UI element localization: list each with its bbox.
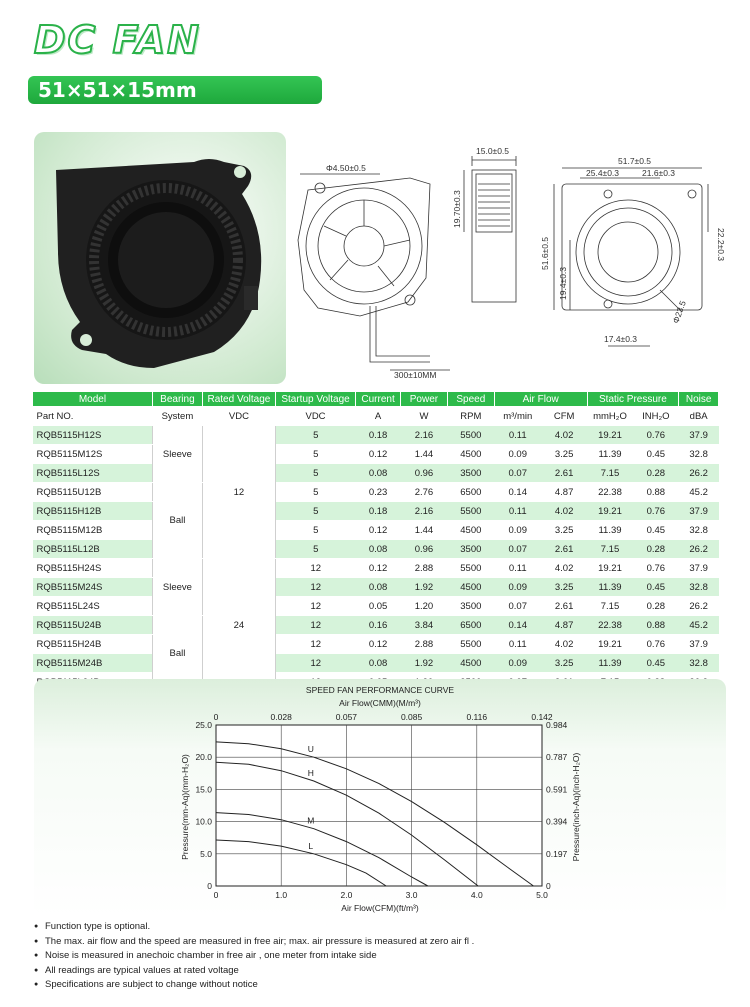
x-tick-label: 3.0 — [405, 890, 418, 900]
unit-part-no: Part NO. — [33, 407, 153, 426]
unit-m3-min: m³/min — [494, 407, 541, 426]
header-model: Model — [33, 392, 153, 407]
startup-voltage-cell: 5 — [275, 521, 355, 540]
header-noise: Noise — [679, 392, 719, 407]
pressure-in-cell: 0.45 — [633, 578, 679, 597]
current-cell: 0.08 — [356, 578, 401, 597]
pressure-mm-cell: 19.21 — [587, 635, 633, 654]
y2-tick-label: 0.197 — [546, 848, 568, 859]
pressure-mm-cell: 7.15 — [587, 597, 633, 616]
dim-width-label: 51.7±0.5 — [618, 156, 652, 166]
current-cell: 0.08 — [356, 540, 401, 559]
airflow-m3-cell: 0.09 — [494, 578, 541, 597]
current-cell: 0.08 — [356, 654, 401, 673]
chart-title: SPEED FAN PERFORMANCE CURVE — [305, 685, 455, 695]
power-cell: 1.92 — [400, 578, 447, 597]
airflow-m3-cell: 0.09 — [494, 654, 541, 673]
part-number-cell: RQB5115U12B — [33, 483, 153, 502]
unit-amps: A — [356, 407, 401, 426]
series-label-h: H — [307, 768, 314, 779]
airflow-cfm-cell: 3.25 — [541, 521, 587, 540]
top-tick-label: 0.116 — [466, 712, 488, 722]
speed-cell: 4500 — [447, 445, 494, 464]
pressure-in-cell: 0.28 — [633, 540, 679, 559]
power-cell: 2.88 — [400, 559, 447, 578]
spec-table — [32, 391, 719, 692]
top-tick-label: 0.142 — [531, 712, 553, 722]
noise-cell: 32.8 — [679, 445, 719, 464]
airflow-m3-cell: 0.11 — [494, 502, 541, 521]
startup-voltage-cell: 12 — [275, 635, 355, 654]
pressure-in-cell: 0.28 — [633, 464, 679, 483]
y2-tick-label: 0.591 — [546, 784, 568, 795]
speed-cell: 5500 — [447, 426, 494, 445]
table-row — [33, 426, 719, 445]
startup-voltage-cell: 5 — [275, 426, 355, 445]
part-number-cell: RQB5115H24S — [33, 559, 153, 578]
bearing-cell: Ball — [152, 483, 202, 559]
table-row — [33, 464, 719, 483]
pressure-mm-cell: 11.39 — [587, 445, 633, 464]
power-cell: 2.76 — [400, 483, 447, 502]
top-tick-label: 0.028 — [270, 712, 292, 722]
part-number-cell: RQB5115M24S — [33, 578, 153, 597]
note-item: ● Function type is optional. — [34, 920, 734, 935]
noise-cell: 32.8 — [679, 654, 719, 673]
top-tick-label: 0 — [213, 712, 219, 722]
part-number-cell: RQB5115H12S — [33, 426, 153, 445]
speed-cell: 6500 — [447, 483, 494, 502]
bearing-cell: Sleeve — [152, 426, 202, 483]
dim-hole-label: Φ4.50±0.5 — [326, 163, 366, 173]
performance-chart — [34, 679, 726, 917]
dim-cable-label: 300±10MM — [394, 370, 437, 380]
speed-cell: 6500 — [447, 616, 494, 635]
current-cell: 0.18 — [356, 426, 401, 445]
pressure-in-cell: 0.76 — [633, 635, 679, 654]
noise-cell: 45.2 — [679, 483, 719, 502]
startup-voltage-cell: 12 — [275, 578, 355, 597]
airflow-m3-cell: 0.07 — [494, 464, 541, 483]
pressure-in-cell: 0.88 — [633, 483, 679, 502]
current-cell: 0.12 — [356, 445, 401, 464]
noise-cell: 37.9 — [679, 426, 719, 445]
noise-cell: 37.9 — [679, 502, 719, 521]
dim-height-label: 51.6±0.5 — [540, 236, 550, 270]
rated-voltage-cell: 12 — [202, 426, 275, 559]
top-tick-label: 0.085 — [400, 712, 423, 722]
power-cell: 0.96 — [400, 464, 447, 483]
dim-d-label: 19.4±0.3 — [558, 266, 568, 300]
table-row — [33, 445, 719, 464]
startup-voltage-cell: 5 — [275, 464, 355, 483]
pressure-mm-cell: 19.21 — [587, 559, 633, 578]
pressure-mm-cell: 19.21 — [587, 502, 633, 521]
table-row — [33, 483, 719, 502]
header-startup-voltage: Startup Voltage — [275, 392, 355, 407]
note-item: ● Specifications are subject to change without notice — [34, 978, 734, 993]
table-row — [33, 559, 719, 578]
header-current: Current — [356, 392, 401, 407]
top-tick-label: 0.057 — [335, 712, 358, 722]
notes-list — [34, 920, 734, 993]
pressure-in-cell: 0.45 — [633, 654, 679, 673]
table-row — [33, 521, 719, 540]
x-tick-label: 4.0 — [470, 890, 483, 900]
x-tick-label: 0 — [213, 890, 219, 900]
noise-cell: 37.9 — [679, 635, 719, 654]
y-tick-label: 10.0 — [195, 816, 212, 827]
table-row — [33, 635, 719, 654]
airflow-m3-cell: 0.09 — [494, 445, 541, 464]
startup-voltage-cell: 12 — [275, 597, 355, 616]
product-photo — [34, 132, 286, 384]
pressure-mm-cell: 19.21 — [587, 426, 633, 445]
unit-watts: W — [400, 407, 447, 426]
dim-c-label: 22.2±0.3 — [716, 228, 726, 262]
size-banner: 51×51×15mm — [28, 76, 322, 104]
y-tick-label: 20.0 — [195, 752, 212, 763]
startup-voltage-cell: 5 — [275, 483, 355, 502]
y2-tick-label: 0.984 — [546, 720, 568, 730]
startup-voltage-cell: 12 — [275, 559, 355, 578]
airflow-cfm-cell: 3.25 — [541, 445, 587, 464]
header-speed: Speed — [447, 392, 494, 407]
power-cell: 1.20 — [400, 597, 447, 616]
part-number-cell: RQB5115M12B — [33, 521, 153, 540]
startup-voltage-cell: 5 — [275, 502, 355, 521]
chart-y2-axis-label: Pressure(inch-Aq)(inch-H₂O) — [571, 752, 581, 862]
startup-voltage-cell: 5 — [275, 540, 355, 559]
noise-cell: 32.8 — [679, 521, 719, 540]
pressure-in-cell: 0.76 — [633, 502, 679, 521]
startup-voltage-cell: 12 — [275, 616, 355, 635]
pressure-mm-cell: 7.15 — [587, 464, 633, 483]
speed-cell: 5500 — [447, 559, 494, 578]
speed-cell: 5500 — [447, 502, 494, 521]
plot-area — [216, 725, 542, 886]
dim-thickness-label: 15.0±0.5 — [476, 146, 510, 156]
part-number-cell: RQB5115L12S — [33, 464, 153, 483]
unit-mmh2o: mmH₂O — [587, 407, 633, 426]
airflow-cfm-cell: 4.02 — [541, 635, 587, 654]
current-cell: 0.18 — [356, 502, 401, 521]
speed-cell: 4500 — [447, 578, 494, 597]
header-bearing: Bearing — [152, 392, 202, 407]
series-label-u: U — [307, 744, 314, 755]
dim-e-label: 17.4±0.3 — [604, 334, 638, 344]
airflow-m3-cell: 0.11 — [494, 559, 541, 578]
table-row — [33, 578, 719, 597]
dim-b-label: 21.6±0.3 — [642, 168, 676, 178]
part-number-cell: RQB5115M12S — [33, 445, 153, 464]
bearing-cell: Ball — [152, 616, 202, 692]
note-item: ● Noise is measured in anechoic chamber in free air , one meter from intake side — [34, 949, 734, 964]
power-cell: 1.44 — [400, 521, 447, 540]
part-number-cell: RQB5115H12B — [33, 502, 153, 521]
y-tick-label: 5.0 — [200, 848, 212, 859]
unit-cfm: CFM — [541, 407, 587, 426]
airflow-m3-cell: 0.07 — [494, 540, 541, 559]
speed-cell: 3500 — [447, 540, 494, 559]
noise-cell: 26.2 — [679, 464, 719, 483]
current-cell: 0.16 — [356, 616, 401, 635]
part-number-cell: RQB5115M24B — [33, 654, 153, 673]
airflow-cfm-cell: 4.87 — [541, 616, 587, 635]
speed-cell: 4500 — [447, 521, 494, 540]
bearing-cell: Sleeve — [152, 559, 202, 616]
table-row — [33, 597, 719, 616]
airflow-cfm-cell: 3.25 — [541, 578, 587, 597]
rated-voltage-cell: 24 — [202, 559, 275, 692]
startup-voltage-cell: 5 — [275, 445, 355, 464]
pressure-mm-cell: 11.39 — [587, 521, 633, 540]
x-tick-label: 5.0 — [536, 890, 548, 900]
x-tick-label: 2.0 — [340, 890, 353, 900]
speed-cell: 4500 — [447, 654, 494, 673]
header-rated-voltage: Rated Voltage — [202, 392, 275, 407]
performance-chart-panel — [34, 679, 726, 917]
unit-dba: dBA — [679, 407, 719, 426]
unit-startup-vdc: VDC — [275, 407, 355, 426]
power-cell: 3.84 — [400, 616, 447, 635]
speed-cell: 3500 — [447, 597, 494, 616]
chart-top-axis-label: Air Flow(CMM)(M/m³) — [339, 698, 421, 708]
pressure-mm-cell: 11.39 — [587, 654, 633, 673]
pressure-in-cell: 0.76 — [633, 559, 679, 578]
dim-diameter-label: Φ23.5 — [670, 299, 688, 325]
airflow-cfm-cell: 4.87 — [541, 483, 587, 502]
unit-inh2o: INH₂O — [633, 407, 679, 426]
note-item: ● All readings are typical values at rated voltage — [34, 964, 734, 979]
pressure-in-cell: 0.45 — [633, 521, 679, 540]
pressure-mm-cell: 7.15 — [587, 540, 633, 559]
current-cell: 0.23 — [356, 483, 401, 502]
noise-cell: 45.2 — [679, 616, 719, 635]
part-number-cell: RQB5115L12B — [33, 540, 153, 559]
power-cell: 1.44 — [400, 445, 447, 464]
y2-tick-label: 0 — [546, 881, 551, 891]
dimension-drawing — [290, 140, 740, 380]
table-row — [33, 502, 719, 521]
part-number-cell: RQB5115L24S — [33, 597, 153, 616]
airflow-cfm-cell: 2.61 — [541, 540, 587, 559]
x-tick-label: 1.0 — [275, 890, 288, 900]
pressure-in-cell: 0.88 — [633, 616, 679, 635]
brand-title: DC FAN — [34, 18, 201, 62]
chart-x-axis-label: Air Flow(CFM)(ft/m³) — [341, 903, 419, 913]
power-cell: 1.92 — [400, 654, 447, 673]
noise-cell: 37.9 — [679, 559, 719, 578]
header-power: Power — [400, 392, 447, 407]
series-label-m: M — [307, 815, 315, 826]
power-cell: 2.16 — [400, 426, 447, 445]
note-item: ● The max. air flow and the speed are measured in free air; max. air pressure is measured at zero air fl . — [34, 935, 734, 950]
current-cell: 0.12 — [356, 559, 401, 578]
airflow-m3-cell: 0.14 — [494, 483, 541, 502]
noise-cell: 26.2 — [679, 597, 719, 616]
airflow-cfm-cell: 3.25 — [541, 654, 587, 673]
startup-voltage-cell: 12 — [275, 654, 355, 673]
dim-a-label: 25.4±0.3 — [586, 168, 620, 178]
y2-tick-label: 0.787 — [546, 752, 568, 763]
power-cell: 2.88 — [400, 635, 447, 654]
y-tick-label: 25.0 — [195, 720, 212, 730]
airflow-cfm-cell: 4.02 — [541, 426, 587, 445]
current-cell: 0.08 — [356, 464, 401, 483]
pressure-mm-cell: 22.38 — [587, 616, 633, 635]
table-row — [33, 616, 719, 635]
pressure-in-cell: 0.28 — [633, 597, 679, 616]
power-cell: 0.96 — [400, 540, 447, 559]
y2-tick-label: 0.394 — [546, 816, 568, 827]
airflow-m3-cell: 0.11 — [494, 426, 541, 445]
airflow-m3-cell: 0.11 — [494, 635, 541, 654]
airflow-m3-cell: 0.14 — [494, 616, 541, 635]
current-cell: 0.05 — [356, 597, 401, 616]
airflow-cfm-cell: 2.61 — [541, 597, 587, 616]
part-number-cell: RQB5115H24B — [33, 635, 153, 654]
power-cell: 2.16 — [400, 502, 447, 521]
speed-cell: 5500 — [447, 635, 494, 654]
header-static-pressure: Static Pressure — [587, 392, 679, 407]
current-cell: 0.12 — [356, 521, 401, 540]
part-number-cell: RQB5115U24B — [33, 616, 153, 635]
noise-cell: 32.8 — [679, 578, 719, 597]
airflow-cfm-cell: 4.02 — [541, 502, 587, 521]
pressure-mm-cell: 11.39 — [587, 578, 633, 597]
pressure-in-cell: 0.76 — [633, 426, 679, 445]
airflow-m3-cell: 0.09 — [494, 521, 541, 540]
airflow-m3-cell: 0.07 — [494, 597, 541, 616]
chart-y-axis-label: Pressure(mm-Aq)(mm-H₂O) — [180, 754, 190, 860]
unit-rated-vdc: VDC — [202, 407, 275, 426]
y-tick-label: 0 — [207, 881, 212, 891]
table-row — [33, 654, 719, 673]
table-row — [33, 540, 719, 559]
airflow-cfm-cell: 2.61 — [541, 464, 587, 483]
pressure-mm-cell: 22.38 — [587, 483, 633, 502]
noise-cell: 26.2 — [679, 540, 719, 559]
unit-system: System — [152, 407, 202, 426]
current-cell: 0.12 — [356, 635, 401, 654]
header-air-flow: Air Flow — [494, 392, 587, 407]
pressure-in-cell: 0.45 — [633, 445, 679, 464]
unit-rpm: RPM — [447, 407, 494, 426]
dim-outlet-label: 19.70±0.3 — [452, 190, 462, 228]
speed-cell: 3500 — [447, 464, 494, 483]
series-label-l: L — [308, 840, 314, 851]
y-tick-label: 15.0 — [195, 784, 212, 795]
airflow-cfm-cell: 4.02 — [541, 559, 587, 578]
